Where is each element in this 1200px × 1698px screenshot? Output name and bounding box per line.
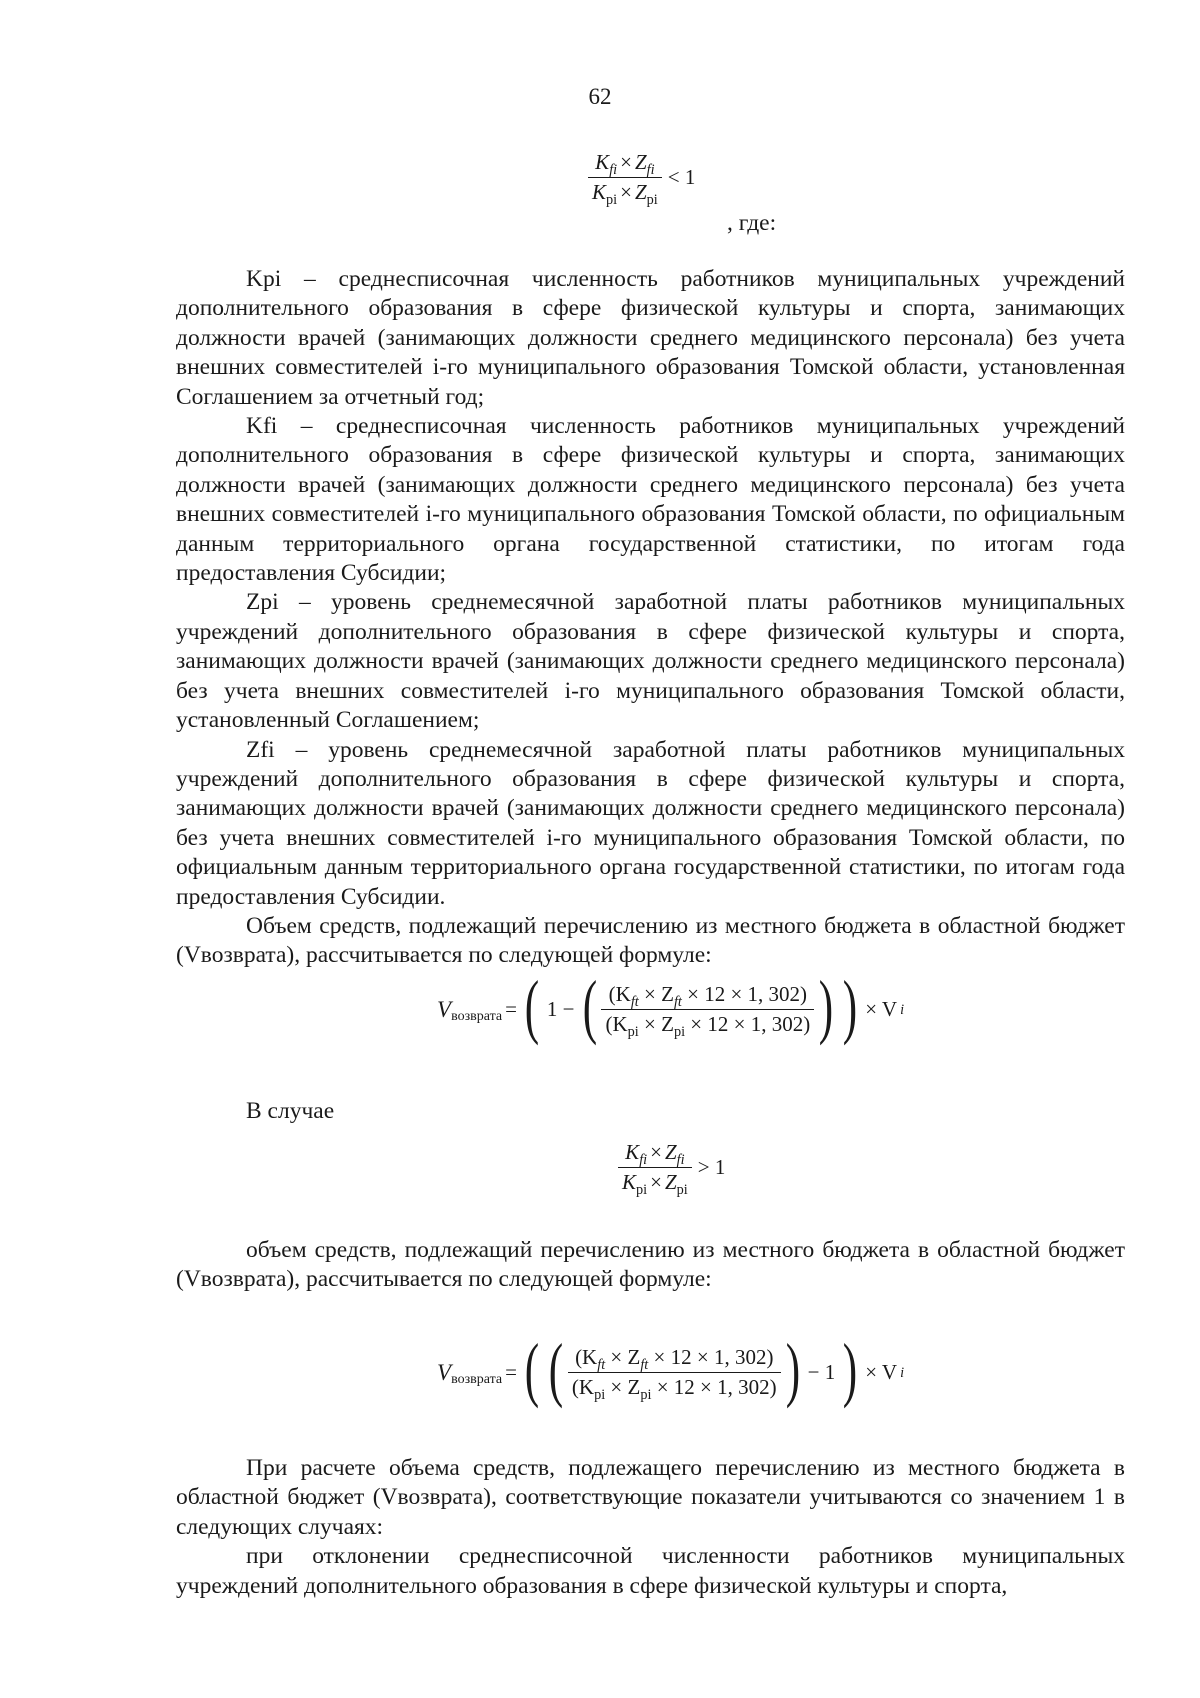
where-label: , где:: [727, 210, 777, 236]
relation-less: < 1: [667, 165, 696, 189]
after-case-block: [176, 1236, 1125, 1295]
paragraph-calculation: При расчете объема средств, подлежащего перечислению из местного бюджета в областной бюджет (Vвозврата), соответствующие показатели учитываются со значением 1 в следующих случаях:: [176, 1455, 1125, 1540]
paragraph-zpi: Zpi – уровень среднемесячной заработной платы работников муниципальных учреждений дополнительного образования в сфере физической культуры и спорта, занимающих должности врачей (занимающих должности среднего медицинского персонала) без учета внешних совместителей i-го муниципального образования Томской области, установленный Соглашением;: [176, 589, 1125, 734]
paragraph-deviation: при отклонении среднесписочной численности работников муниципальных учреждений дополнительного образования в сфере физической культуры и спорта,: [176, 1543, 1125, 1599]
paragraph-kpi: Kpi – среднесписочная численность работников муниципальных учреждений дополнительного образования в сфере физической культуры и спорта, занимающих должности врачей (занимающих должности среднего медицинского персонала) без учета внешних совместителей i-го муниципального образования Томской области, установленная Соглашением за отчетный год;: [176, 266, 1125, 410]
ratio-fraction: $\frac{K_{fi} \times Z_{fi}}{K_{pi} \times Z_{pi}}$: [588, 150, 662, 205]
formula-return-volume-2: V возврата = ( ( $\frac{(K_{ft} \times Z_{ft} \times 12 \times 1, 302)}{(K_{pi} \times Z_{pi} \times 12 \times 1, 302)}$ ) − 1 ) × V i: [437, 1328, 905, 1409]
end-block: [176, 1454, 1125, 1601]
case-label: В случае: [246, 1098, 335, 1124]
page-number: 62: [588, 84, 612, 109]
paragraph-volume: Объем средств, подлежащий перечислению из местного бюджета в областной бюджет (Vвозврата), рассчитывается по следующей формуле:: [176, 912, 1125, 969]
paragraph-zfi: Zfi – уровень среднемесячной заработной платы работников муниципальных учреждений дополнительного образования в сфере физической культуры и спорта, занимающих должности врачей (занимающих должности среднего медицинского персонала) без учета внешних совместителей i-го муниципального образования Томской области, по официальным данным территориального органа государственной статистики, по итогам года предоставления Субсидии.: [176, 736, 1125, 910]
return-fraction-1: $\frac{(K_{ft} \times Z_{ft} \times 12 \times 1, 302)}{(K_{pi} \times Z_{pi} \times 12 \times 1, 302)}$: [601, 982, 814, 1037]
ratio-fraction-2: $\frac{K_{fi} \times Z_{fi}}{K_{pi} \times Z_{pi}}$: [618, 1140, 692, 1195]
formula-ratio-greater-than-one: [618, 1140, 728, 1198]
formula-return-volume-1: V возврата = ( 1 − ( $\frac{(K_{ft} \times Z_{ft} \times 12 \times 1, 302)}{(K_{pi} \times Z_{pi} \times 12 \times 1, 302)}$ ) ) × V i: [437, 965, 905, 1046]
paragraph-kfi: Kfi – среднесписочная численность работников муниципальных учреждений дополнительного образования в сфере физической культуры и спорта, занимающих должности врачей (занимающих должности среднего медицинского персонала) без учета внешних совместителей i-го муниципального образования Томской области, по официальным данным территориального органа государственной статистики, по итогам года предоставления Субсидии;: [176, 413, 1125, 587]
return-fraction-2: $\frac{(K_{ft} \times Z_{ft} \times 12 \times 1, 302)}{(K_{pi} \times Z_{pi} \times 12 \times 1, 302)}$: [568, 1345, 781, 1400]
definitions-block: [176, 265, 1125, 971]
formula-ratio-less-than-one: [588, 150, 698, 208]
paragraph-volume-2: объем средств, подлежащий перечислению из местного бюджета в областной бюджет (Vвозврата), рассчитывается по следующей формуле:: [176, 1237, 1125, 1293]
relation-greater: > 1: [697, 1155, 726, 1179]
